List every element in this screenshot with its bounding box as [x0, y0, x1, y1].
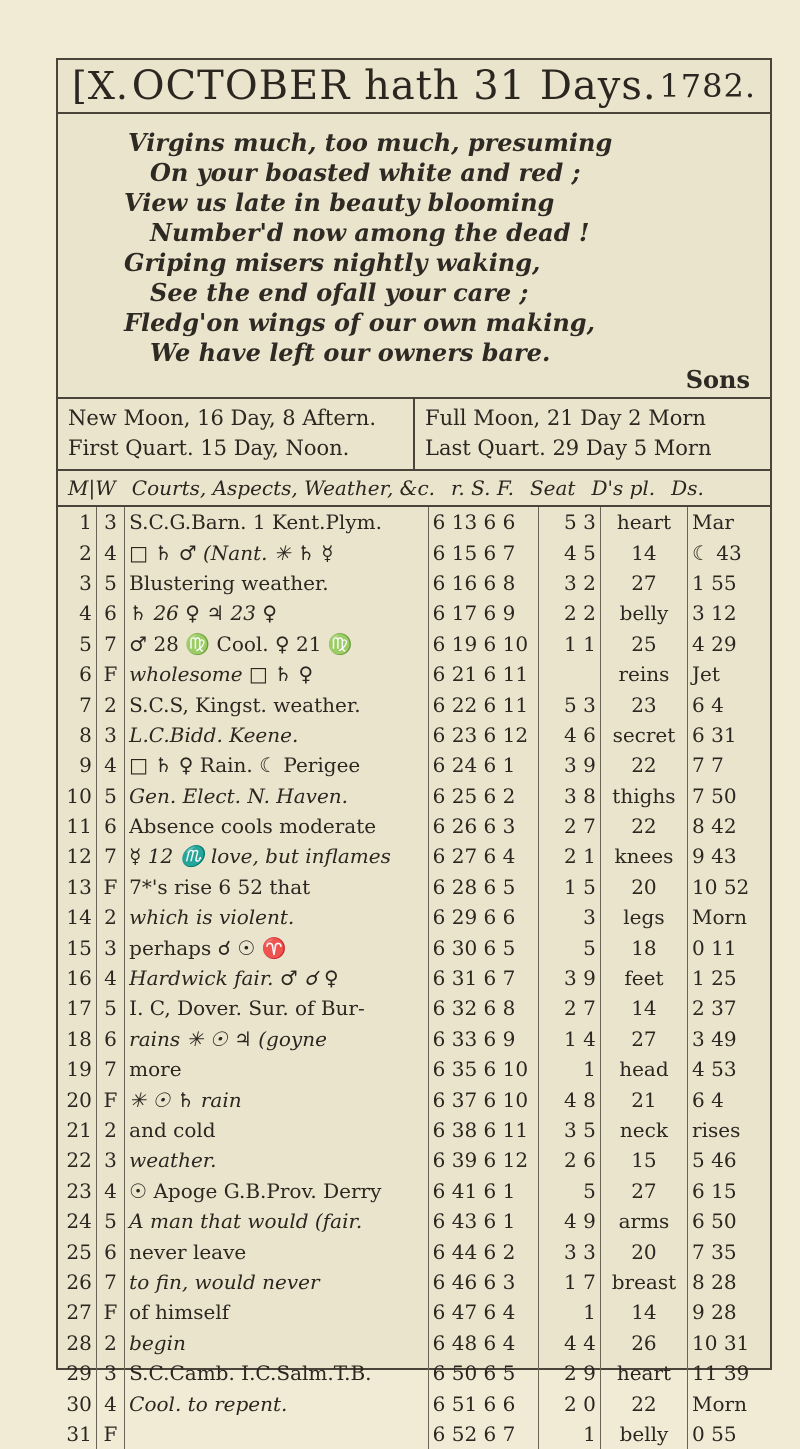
last-quarter: Last Quart. 29 Day 5 Morn [425, 436, 712, 460]
poem-line: We have left our owners bare. [150, 338, 551, 367]
high-water-cell: 1 1 [538, 629, 600, 659]
events-weather-cell: rains ✳ ☉ ♃ (goyne [125, 1024, 428, 1054]
moon-sign-cell: feet [600, 963, 687, 993]
events-weather-cell: I. C, Dover. Sur. of Bur- [125, 993, 428, 1023]
moon-rise-cell: 10 31 [692, 1330, 750, 1355]
day-of-week-cell: 7 [96, 629, 124, 659]
events-weather-cell: S.C.S, Kingst. weather. [125, 689, 428, 719]
poem-line: See the end ofall your care ; [150, 278, 529, 307]
sun-rise-set-cell: 6 46 6 3 [428, 1267, 538, 1297]
day-of-week-cell: 7 [96, 1267, 124, 1297]
events-weather-cell: Hardwick fair. ♂ ☌ ♀ [125, 963, 428, 993]
moon-sign-cell: belly [600, 1419, 687, 1449]
sun-rise-set-cell: 6 33 6 9 [428, 1024, 538, 1054]
sun-rise-set-cell: 6 37 6 10 [428, 1084, 538, 1114]
moon-sign-cell: 15 [600, 1145, 687, 1175]
high-water-cell: 1 4 [538, 1024, 600, 1054]
table-row [58, 872, 770, 902]
day-of-week-cell: F [96, 1297, 124, 1327]
column-header-day: M|W [68, 476, 116, 500]
day-of-month-cell: 14 [58, 902, 96, 932]
moon-sign-cell: knees [600, 841, 687, 871]
moon-rise-cell: 6 15 [692, 1178, 737, 1203]
day-of-month-cell: 25 [58, 1236, 96, 1266]
day-of-week-cell: 6 [96, 1024, 124, 1054]
day-of-month-cell: 2 [58, 537, 96, 567]
moon-rise-cell: 0 55 [692, 1421, 737, 1446]
day-of-week-cell: 2 [96, 1115, 124, 1145]
table-row [58, 568, 770, 598]
day-of-month-cell: 10 [58, 781, 96, 811]
sun-rise-set-cell: 6 28 6 5 [428, 872, 538, 902]
moon-rise-cell: 7 50 [692, 783, 737, 808]
day-of-week-cell: 5 [96, 568, 124, 598]
day-of-month-cell: 17 [58, 993, 96, 1023]
events-weather-cell: and cold [125, 1115, 428, 1145]
moon-rise-cell: 7 35 [692, 1239, 737, 1264]
day-of-month-cell: 23 [58, 1176, 96, 1206]
new-moon: New Moon, 16 Day, 8 Aftern. [68, 406, 377, 430]
column-header-moon: Ds. [671, 476, 704, 500]
moon-rise-cell: Morn [692, 1391, 747, 1416]
moon-rise-cell: Morn [692, 905, 747, 930]
day-of-month-cell: 4 [58, 598, 96, 628]
sun-rise-set-cell: 6 31 6 7 [428, 963, 538, 993]
table-row [58, 507, 770, 537]
moon-sign-cell: 27 [600, 1176, 687, 1206]
poem-line: On your boasted white and red ; [150, 158, 581, 187]
day-of-week-cell: 7 [96, 841, 124, 871]
events-weather-cell: ♂ 28 ♍ Cool. ♀ 21 ♍ [125, 629, 428, 659]
day-of-week-cell: 3 [96, 1358, 124, 1388]
day-of-week-cell: 5 [96, 781, 124, 811]
poem-line: Griping misers nightly waking, [124, 248, 541, 277]
sun-rise-set-cell: 6 27 6 4 [428, 841, 538, 871]
moon-sign-cell: 27 [600, 1024, 687, 1054]
table-row [58, 781, 770, 811]
sun-rise-set-cell: 6 41 6 1 [428, 1176, 538, 1206]
day-of-week-cell: F [96, 1419, 124, 1449]
table-row [58, 720, 770, 750]
events-weather-cell: 7*'s rise 6 52 that [125, 872, 428, 902]
moon-sign-cell: 14 [600, 537, 687, 567]
day-of-week-cell: 3 [96, 507, 124, 537]
day-of-week-cell: 6 [96, 811, 124, 841]
moon-rise-cell: Mar [692, 510, 734, 535]
events-weather-cell: ☿ 12 ♏ love, but inflames [125, 841, 428, 871]
moon-sign-cell: 22 [600, 750, 687, 780]
day-of-month-cell: 28 [58, 1328, 96, 1358]
events-weather-cell: which is violent. [125, 902, 428, 932]
table-row [58, 1176, 770, 1206]
high-water-cell: 2 9 [538, 1358, 600, 1388]
sun-rise-set-cell: 6 35 6 10 [428, 1054, 538, 1084]
day-of-week-cell: 3 [96, 932, 124, 962]
moon-rise-cell: 11 39 [692, 1361, 750, 1386]
events-weather-cell: never leave [125, 1236, 428, 1266]
table-row [58, 1054, 770, 1084]
day-of-week-cell: 4 [96, 537, 124, 567]
day-of-week-cell: 7 [96, 1054, 124, 1084]
moon-rise-cell: 9 28 [692, 1300, 737, 1325]
moon-rise-cell: 10 52 [692, 874, 750, 899]
first-quarter: First Quart. 15 Day, Noon. [68, 436, 350, 460]
table-row [58, 1024, 770, 1054]
events-weather-cell: A man that would (fair. [125, 1206, 428, 1236]
day-of-month-cell: 27 [58, 1297, 96, 1327]
day-of-week-cell: F [96, 659, 124, 689]
day-of-month-cell: 31 [58, 1419, 96, 1449]
events-weather-cell: begin [125, 1328, 428, 1358]
sun-rise-set-cell: 6 16 6 8 [428, 568, 538, 598]
table-row [58, 963, 770, 993]
high-water-cell: 5 3 [538, 689, 600, 719]
table-row [58, 598, 770, 628]
moon-sign-cell: breast [600, 1267, 687, 1297]
table-row [58, 1297, 770, 1327]
high-water-cell: 5 [538, 1176, 600, 1206]
moon-rise-cell: 8 28 [692, 1269, 737, 1294]
day-of-week-cell: 4 [96, 1176, 124, 1206]
day-of-month-cell: 22 [58, 1145, 96, 1175]
table-row [58, 1145, 770, 1175]
high-water-cell: 2 7 [538, 993, 600, 1023]
day-of-week-cell: 5 [96, 1206, 124, 1236]
sun-rise-set-cell: 6 51 6 6 [428, 1388, 538, 1418]
column-header-sun: r. S. F. [451, 476, 514, 500]
moon-sign-cell: 23 [600, 689, 687, 719]
month-header [58, 60, 770, 114]
poem-line: View us late in beauty blooming [124, 188, 555, 217]
high-water-cell: 3 3 [538, 1236, 600, 1266]
moon-rise-cell: 7 7 [692, 753, 724, 778]
day-of-week-cell: 4 [96, 750, 124, 780]
events-weather-cell: weather. [125, 1145, 428, 1175]
moon-sign-cell: 14 [600, 1297, 687, 1327]
high-water-cell: 3 8 [538, 781, 600, 811]
high-water-cell: 3 9 [538, 750, 600, 780]
day-of-week-cell: 2 [96, 689, 124, 719]
moon-rise-cell: 2 37 [692, 996, 737, 1021]
day-of-month-cell: 9 [58, 750, 96, 780]
sun-rise-set-cell: 6 19 6 10 [428, 629, 538, 659]
high-water-cell [538, 659, 600, 689]
moon-sign-cell: neck [600, 1115, 687, 1145]
moon-sign-cell: 14 [600, 993, 687, 1023]
table-row [58, 1084, 770, 1114]
month-title: OCTOBER hath 31 Days. [131, 63, 657, 109]
sun-rise-set-cell: 6 38 6 11 [428, 1115, 538, 1145]
events-weather-cell: ♄ 26 ♀ ♃ 23 ♀ [125, 598, 428, 628]
high-water-cell: 1 [538, 1419, 600, 1449]
day-of-month-cell: 11 [58, 811, 96, 841]
table-row [58, 902, 770, 932]
moon-rise-cell: 3 49 [692, 1026, 737, 1051]
moon-sign-cell: heart [600, 507, 687, 537]
day-of-month-cell: 7 [58, 689, 96, 719]
day-of-week-cell: F [96, 1084, 124, 1114]
table-row [58, 689, 770, 719]
sun-rise-set-cell: 6 39 6 12 [428, 1145, 538, 1175]
moon-sign-cell: 26 [600, 1328, 687, 1358]
high-water-cell: 2 2 [538, 598, 600, 628]
high-water-cell: 5 [538, 932, 600, 962]
sun-rise-set-cell: 6 23 6 12 [428, 720, 538, 750]
moon-rise-cell: 0 11 [692, 935, 737, 960]
sun-rise-set-cell: 6 52 6 7 [428, 1419, 538, 1449]
day-of-month-cell: 21 [58, 1115, 96, 1145]
events-weather-cell: Absence cools moderate [125, 811, 428, 841]
moon-sign-cell: 27 [600, 568, 687, 598]
moon-sign-cell: 18 [600, 932, 687, 962]
day-of-week-cell: F [96, 872, 124, 902]
day-of-month-cell: 5 [58, 629, 96, 659]
moon-sign-cell: 20 [600, 872, 687, 902]
sun-rise-set-cell: 6 13 6 6 [428, 507, 538, 537]
poem-line: Number'd now among the dead ! [150, 218, 590, 247]
table-row [58, 1358, 770, 1388]
column-header-sea: Seat [529, 476, 576, 500]
sun-rise-set-cell: 6 32 6 8 [428, 993, 538, 1023]
moon-sign-cell: 25 [600, 629, 687, 659]
table-row [58, 1267, 770, 1297]
day-of-week-cell: 6 [96, 598, 124, 628]
year-label: 1782. [659, 67, 756, 105]
day-of-week-cell: 4 [96, 1388, 124, 1418]
high-water-cell: 1 [538, 1297, 600, 1327]
moon-rise-cell: 9 43 [692, 844, 737, 869]
moon-rise-cell: 5 46 [692, 1148, 737, 1173]
moon-rise-cell: 6 4 [692, 1087, 724, 1112]
high-water-cell: 1 7 [538, 1267, 600, 1297]
moon-phases [58, 399, 770, 471]
high-water-cell: 2 6 [538, 1145, 600, 1175]
events-weather-cell: L.C.Bidd. Keene. [125, 720, 428, 750]
moon-rise-cell: 6 31 [692, 722, 737, 747]
full-moon: Full Moon, 21 Day 2 Morn [425, 406, 706, 430]
high-water-cell: 2 1 [538, 841, 600, 871]
table-row [58, 1236, 770, 1266]
calendar-table [58, 507, 770, 1449]
day-of-month-cell: 6 [58, 659, 96, 689]
moon-rise-cell: Jet [692, 662, 720, 687]
table-row [58, 1388, 770, 1418]
day-of-month-cell: 19 [58, 1054, 96, 1084]
day-of-week-cell: 2 [96, 1328, 124, 1358]
moon-sign-cell: 22 [600, 1388, 687, 1418]
moon-phases-left [58, 399, 413, 469]
day-of-month-cell: 24 [58, 1206, 96, 1236]
day-of-week-cell: 3 [96, 720, 124, 750]
day-of-month-cell: 30 [58, 1388, 96, 1418]
high-water-cell: 3 9 [538, 963, 600, 993]
moon-rise-cell: 6 4 [692, 692, 724, 717]
moon-sign-cell: 20 [600, 1236, 687, 1266]
day-of-week-cell: 3 [96, 1145, 124, 1175]
high-water-cell: 2 0 [538, 1388, 600, 1418]
day-of-month-cell: 18 [58, 1024, 96, 1054]
moon-phases-right [413, 399, 770, 469]
almanac-page [56, 58, 772, 1446]
high-water-cell: 4 8 [538, 1084, 600, 1114]
events-weather-cell [125, 1419, 428, 1449]
day-of-week-cell: 4 [96, 963, 124, 993]
high-water-cell: 4 9 [538, 1206, 600, 1236]
poem-line: Fledg'on wings of our own making, [124, 308, 595, 337]
table-row [58, 811, 770, 841]
column-header-moon-place: D's pl. [591, 476, 656, 500]
high-water-cell: 3 [538, 902, 600, 932]
day-of-month-cell: 15 [58, 932, 96, 962]
day-of-month-cell: 20 [58, 1084, 96, 1114]
moon-rise-cell: 6 50 [692, 1209, 737, 1234]
events-weather-cell: more [125, 1054, 428, 1084]
sun-rise-set-cell: 6 44 6 2 [428, 1236, 538, 1266]
events-weather-cell: Cool. to repent. [125, 1388, 428, 1418]
poem-block [58, 114, 770, 399]
high-water-cell: 1 [538, 1054, 600, 1084]
day-of-month-cell: 26 [58, 1267, 96, 1297]
sun-rise-set-cell: 6 21 6 11 [428, 659, 538, 689]
table-row [58, 659, 770, 689]
moon-sign-cell: 22 [600, 811, 687, 841]
moon-rise-cell: rises [692, 1118, 741, 1142]
high-water-cell: 3 5 [538, 1115, 600, 1145]
high-water-cell: 4 4 [538, 1328, 600, 1358]
day-of-month-cell: 1 [58, 507, 96, 537]
sun-rise-set-cell: 6 47 6 4 [428, 1297, 538, 1327]
day-of-month-cell: 29 [58, 1358, 96, 1388]
day-of-month-cell: 13 [58, 872, 96, 902]
moon-sign-cell: reins [600, 659, 687, 689]
sun-rise-set-cell: 6 22 6 11 [428, 689, 538, 719]
page-marker: [X. [72, 64, 129, 108]
events-weather-cell: □ ♄ ♂ (Nant. ✳ ♄ ☿ [125, 537, 428, 567]
sun-rise-set-cell: 6 25 6 2 [428, 781, 538, 811]
table-row [58, 1115, 770, 1145]
table-row [58, 1328, 770, 1358]
high-water-cell: 5 3 [538, 507, 600, 537]
events-weather-cell: wholesome □ ♄ ♀ [125, 659, 428, 689]
day-of-month-cell: 8 [58, 720, 96, 750]
moon-sign-cell: belly [600, 598, 687, 628]
column-header-events: Courts, Aspects, Weather, &c. [131, 476, 436, 500]
table-row [58, 750, 770, 780]
moon-rise-cell: 1 55 [692, 570, 737, 595]
table-row [58, 993, 770, 1023]
day-of-month-cell: 16 [58, 963, 96, 993]
moon-rise-cell: 4 53 [692, 1057, 737, 1082]
sun-rise-set-cell: 6 17 6 9 [428, 598, 538, 628]
events-weather-cell: □ ♄ ♀ Rain. ☾ Perigee [125, 750, 428, 780]
sun-rise-set-cell: 6 29 6 6 [428, 902, 538, 932]
high-water-cell: 3 2 [538, 568, 600, 598]
moon-rise-cell: 4 29 [692, 631, 737, 656]
moon-rise-cell: 8 42 [692, 814, 737, 839]
events-weather-cell: S.C.G.Barn. 1 Kent.Plym. [125, 507, 428, 537]
events-weather-cell: Blustering weather. [125, 568, 428, 598]
day-of-month-cell: 3 [58, 568, 96, 598]
sun-rise-set-cell: 6 15 6 7 [428, 537, 538, 567]
moon-sign-cell: legs [600, 902, 687, 932]
moon-sign-cell: thighs [600, 781, 687, 811]
table-row [58, 1206, 770, 1236]
moon-sign-cell: heart [600, 1358, 687, 1388]
column-header [58, 471, 770, 507]
events-weather-cell: Gen. Elect. N. Haven. [125, 781, 428, 811]
day-of-week-cell: 6 [96, 1236, 124, 1266]
sun-rise-set-cell: 6 48 6 4 [428, 1328, 538, 1358]
events-weather-cell: ✳ ☉ ♄ rain [125, 1084, 428, 1114]
high-water-cell: 2 7 [538, 811, 600, 841]
events-weather-cell: S.C.Camb. I.C.Salm.T.B. [125, 1358, 428, 1388]
sun-rise-set-cell: 6 43 6 1 [428, 1206, 538, 1236]
moon-sign-cell: 21 [600, 1084, 687, 1114]
moon-rise-cell: ☾ 43 [692, 540, 742, 565]
high-water-cell: 4 6 [538, 720, 600, 750]
table-row [58, 537, 770, 567]
events-weather-cell: to fin, would never [125, 1267, 428, 1297]
sun-rise-set-cell: 6 30 6 5 [428, 932, 538, 962]
sun-rise-set-cell: 6 26 6 3 [428, 811, 538, 841]
table-row [58, 629, 770, 659]
events-weather-cell: ☉ Apoge G.B.Prov. Derry [125, 1176, 428, 1206]
moon-sign-cell: arms [600, 1206, 687, 1236]
high-water-cell: 4 5 [538, 537, 600, 567]
moon-sign-cell: secret [600, 720, 687, 750]
events-weather-cell: perhaps ☌ ☉ ♈ [125, 932, 428, 962]
catchword: Sons [685, 365, 750, 394]
moon-rise-cell: 1 25 [692, 966, 737, 991]
day-of-month-cell: 12 [58, 841, 96, 871]
day-of-week-cell: 2 [96, 902, 124, 932]
sun-rise-set-cell: 6 50 6 5 [428, 1358, 538, 1388]
day-of-week-cell: 5 [96, 993, 124, 1023]
poem-line: Virgins much, too much, presuming [128, 128, 613, 157]
table-row [58, 841, 770, 871]
events-weather-cell: of himself [125, 1297, 428, 1327]
table-row [58, 1419, 770, 1449]
high-water-cell: 1 5 [538, 872, 600, 902]
moon-rise-cell: 3 12 [692, 601, 737, 626]
table-row [58, 932, 770, 962]
moon-sign-cell: head [600, 1054, 687, 1084]
sun-rise-set-cell: 6 24 6 1 [428, 750, 538, 780]
